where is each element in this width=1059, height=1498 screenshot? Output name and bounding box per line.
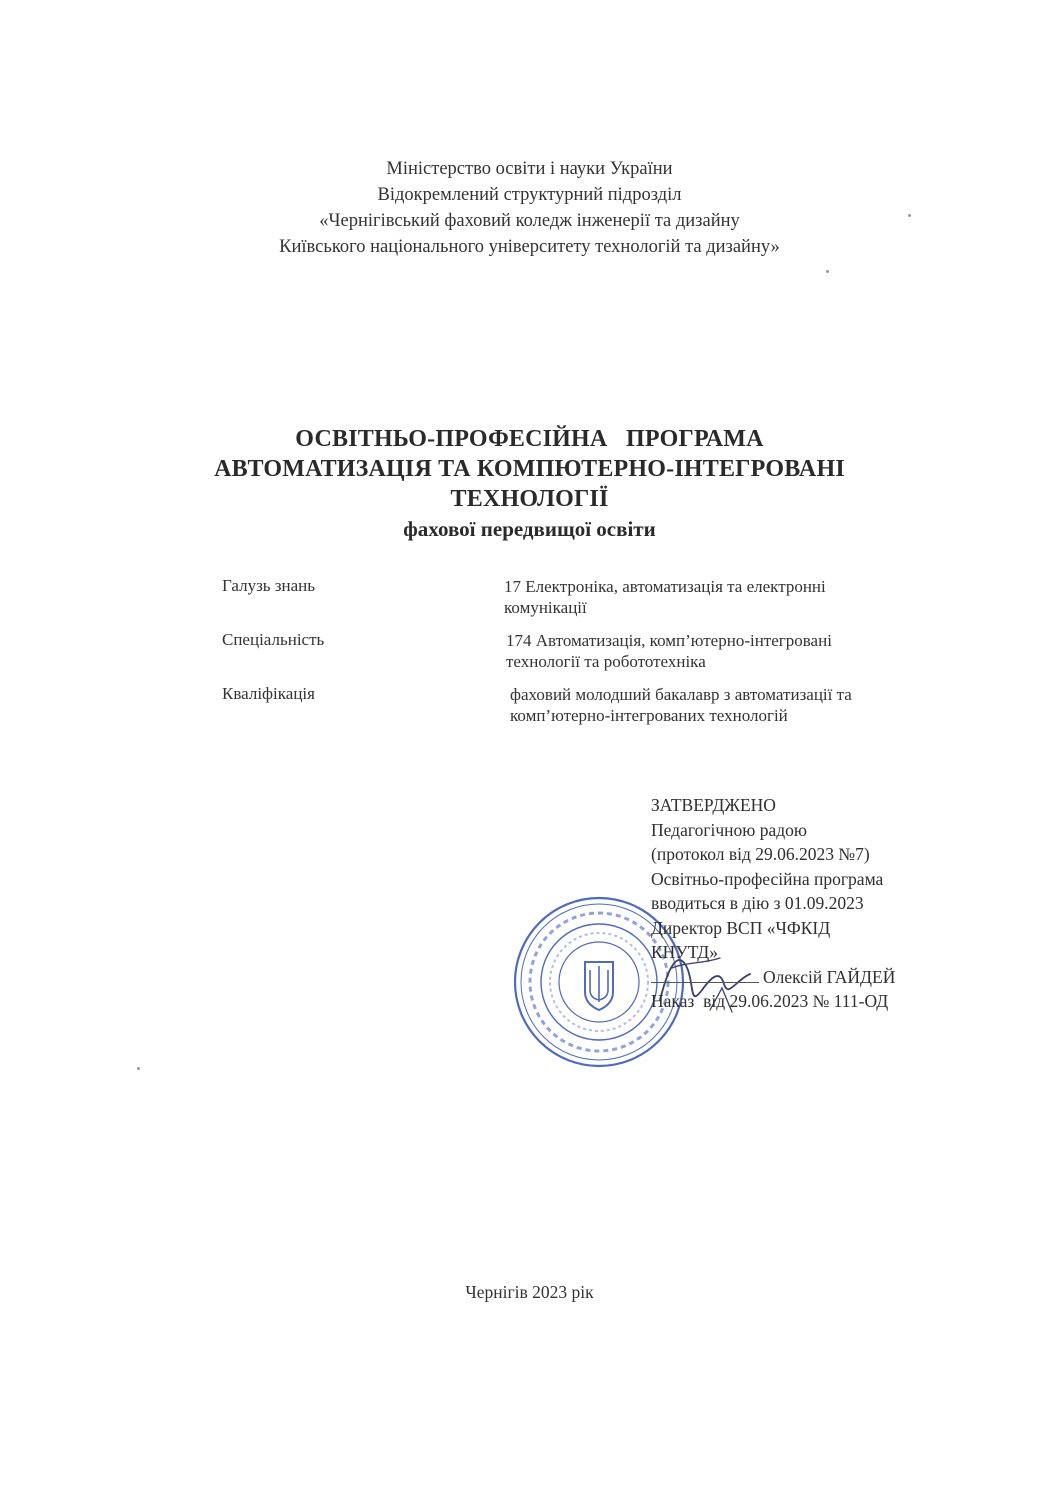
approval-line: вводиться в дію з 01.09.2023 — [651, 893, 864, 913]
approval-heading: ЗАТВЕРДЖЕНО — [651, 795, 776, 815]
place-year: Чернігів 2023 рік — [465, 1282, 594, 1302]
info-row-field — [222, 574, 982, 628]
approval-order: Наказ від 29.06.2023 № 111-ОД — [651, 991, 889, 1011]
title-line-3: ТЕХНОЛОГІЇ — [450, 486, 609, 512]
approval-line: КНУТД» — [651, 942, 718, 962]
info-label: Кваліфікація — [222, 684, 315, 703]
approval-line: (протокол від 29.06.2023 №7) — [651, 844, 870, 864]
info-value-line: фаховий молодший бакалавр з автоматизації та — [510, 685, 852, 704]
signature-underline — [651, 982, 759, 983]
info-label: Спеціальність — [222, 630, 325, 649]
header-line-ministry: Міністерство освіти і науки України — [386, 159, 673, 179]
scan-speck — [137, 1067, 140, 1070]
title-line-1: ОСВІТНЬО-ПРОФЕСІЙНА ПРОГРАМА — [295, 426, 764, 452]
info-value-line: комп’ютерно-інтегрованих технологій — [510, 706, 788, 725]
approval-line: Освітньо-професійна програма — [651, 868, 884, 889]
info-label: Галузь знань — [222, 576, 316, 595]
approval-line: Педагогічною радою — [651, 819, 807, 840]
scan-speck — [826, 270, 829, 273]
header-line-subdivision: Відокремлений структурний підрозділ — [377, 185, 682, 205]
scan-speck — [908, 214, 911, 217]
director-name: Олексій ГАЙДЕЙ — [763, 966, 896, 987]
title-line-2: АВТОМАТИЗАЦІЯ ТА КОМПЮТЕРНО-ІНТЕГРОВАНІ — [214, 456, 845, 482]
header-line-university: Київського національного університету технологій та дизайну» — [279, 237, 780, 257]
director-signature-line — [651, 965, 895, 990]
info-value-line: технології та робототехніка — [506, 652, 706, 671]
info-value — [506, 630, 966, 672]
info-value-line: комунікації — [504, 598, 587, 617]
info-row-specialty — [222, 628, 982, 682]
institution-header — [0, 156, 1059, 260]
program-title — [0, 424, 1059, 543]
approval-line: Директор ВСП «ЧФКІД — [651, 917, 831, 938]
header-line-college: «Чернігівський фаховий коледж інженерії та дизайну — [319, 211, 740, 231]
info-value — [510, 684, 970, 726]
info-row-qualification — [222, 682, 982, 736]
info-value-line: 174 Автоматизація, комп’ютерно-інтегровані — [506, 631, 832, 650]
info-value — [504, 576, 964, 618]
approval-block — [651, 793, 895, 1014]
program-info-table — [222, 574, 982, 736]
title-subtitle: фахової передвищої освіти — [403, 517, 656, 541]
info-value-line: 17 Електроніка, автоматизація та електронні — [504, 577, 826, 596]
